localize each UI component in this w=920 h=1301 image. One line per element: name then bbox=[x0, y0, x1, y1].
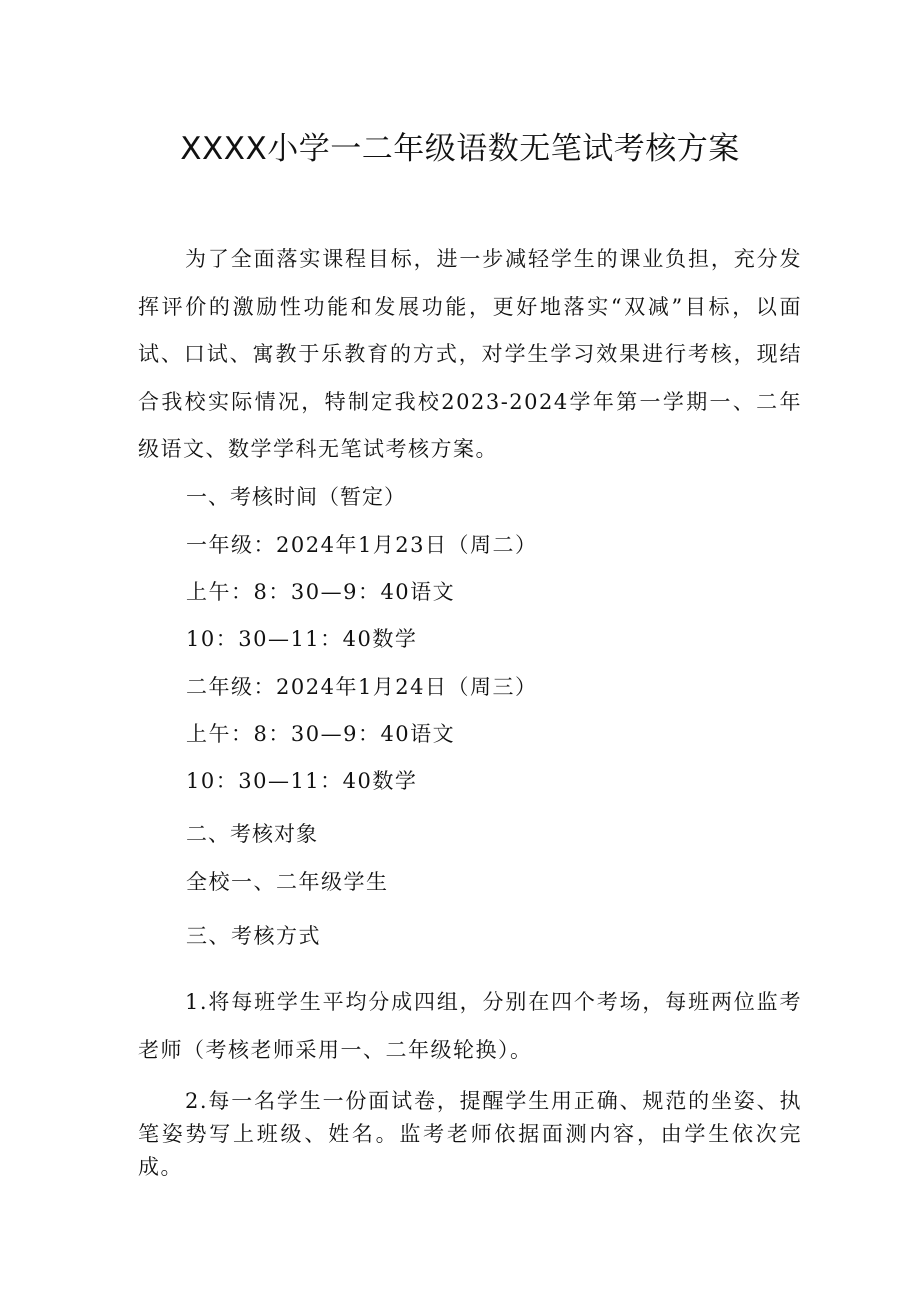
section-heading-target: 二、考核对象 bbox=[186, 822, 318, 846]
schedule-line: 上午：8：30—9：40语文 bbox=[186, 580, 456, 604]
document-title: XXXX小学一二年级语数无笔试考核方案 bbox=[180, 131, 740, 167]
section-heading-method: 三、考核方式 bbox=[186, 924, 321, 948]
method-item: 1.将每班学生平均分成四组，分别在四个考场，每班两位监考老师（考核老师采用一、二年级轮换）。 bbox=[138, 990, 802, 1062]
intro-paragraph: 为了全面落实课程目标，进一步减轻学生的课业负担，充分发挥评价的激励性功能和发展功能，更好地落实“双减”目标，以面试、口试、寓教于乐教育的方式，对学生学习效果进行考核，现结合我校实际情况，特制定我校2023-2024学年第一学期一、二年级语文、数学学科无笔试考核方案。 bbox=[138, 247, 802, 461]
schedule-line: 二年级：2024年1月24日（周三） bbox=[186, 675, 538, 699]
section-heading-time: 一、考核时间（暂定） bbox=[186, 485, 406, 509]
schedule-line: 10：30—11：40数学 bbox=[186, 627, 418, 651]
target-line: 全校一、二年级学生 bbox=[186, 870, 389, 894]
schedule-line: 一年级：2024年1月23日（周二） bbox=[186, 533, 538, 557]
method-item: 2.每一名学生一份面试卷，提醒学生用正确、规范的坐姿、执笔姿势写上班级、姓名。监考老师依据面测内容，由学生依次完成。 bbox=[138, 1089, 802, 1179]
schedule-line: 上午：8：30—9：40语文 bbox=[186, 722, 456, 746]
schedule-line: 10：30—11：40数学 bbox=[186, 769, 418, 793]
